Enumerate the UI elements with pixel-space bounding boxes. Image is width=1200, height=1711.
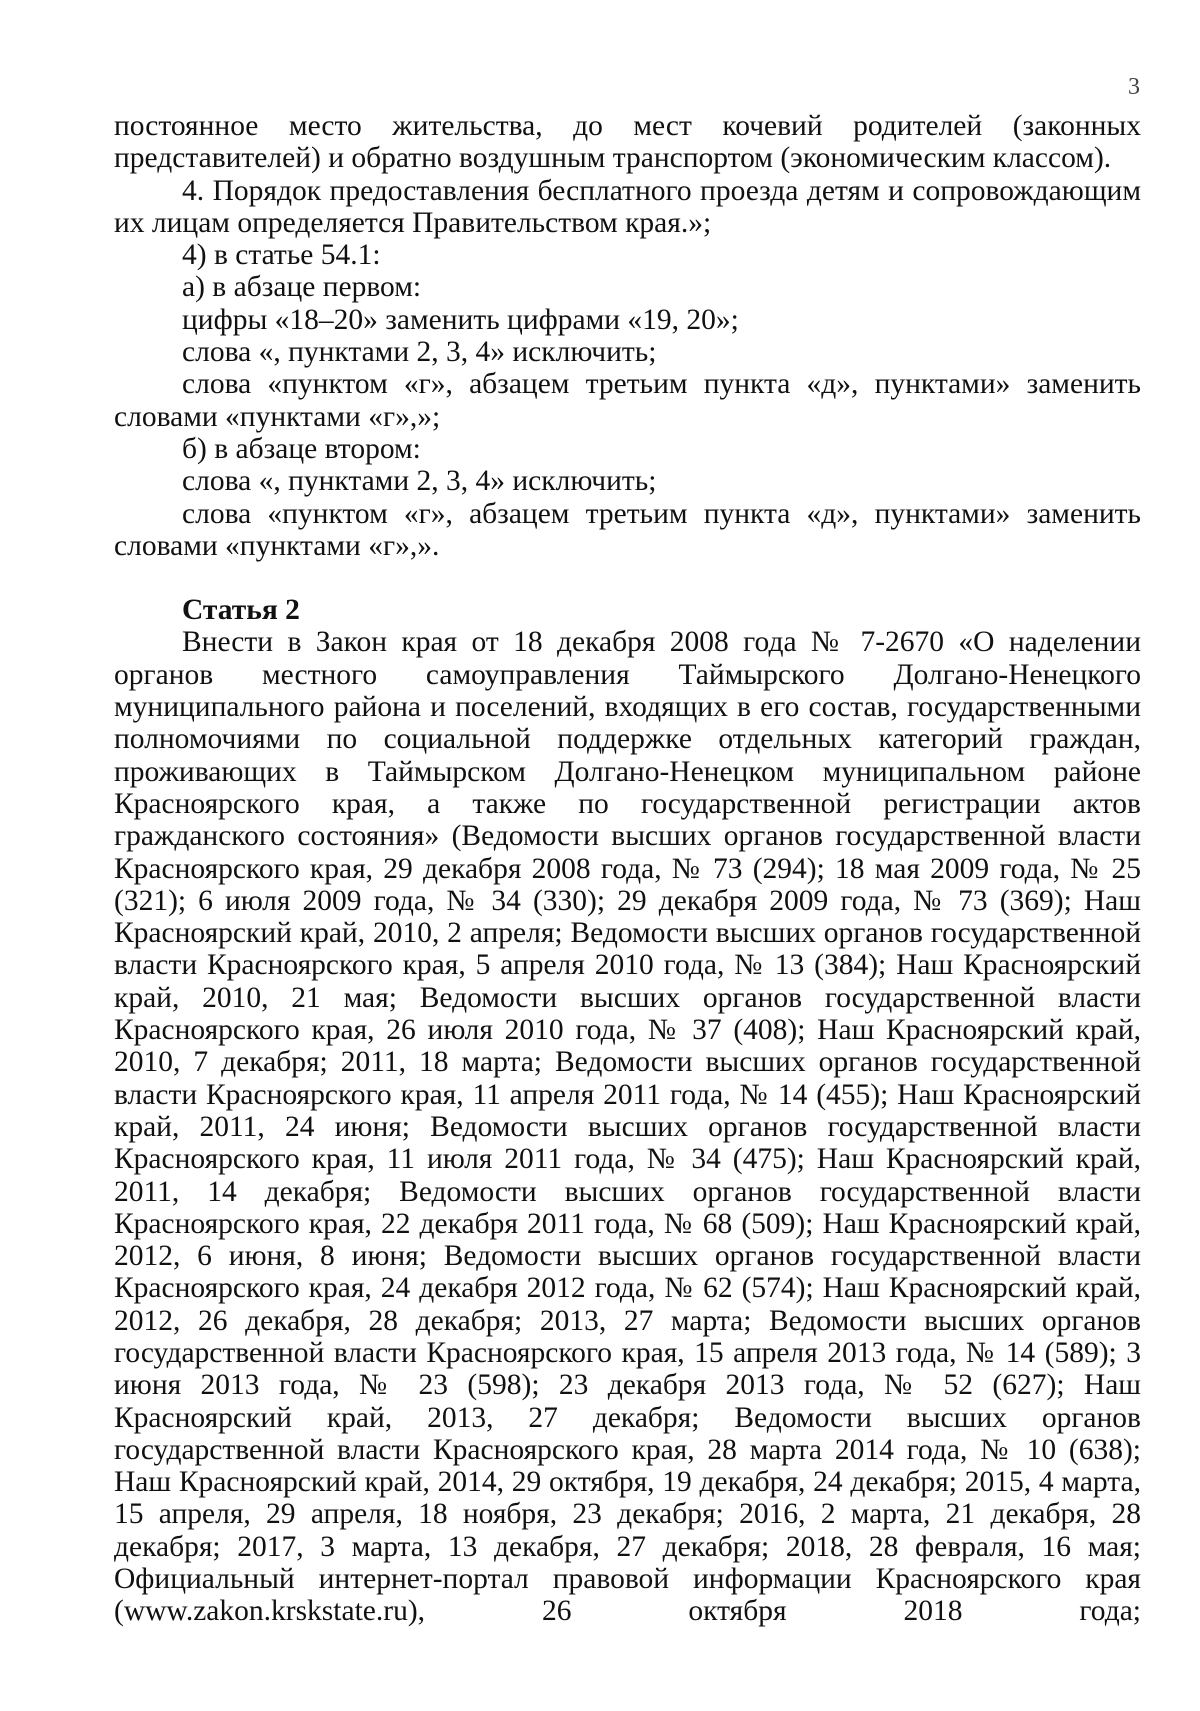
paragraph-exclude-words-1: слова «, пунктами 2, 3, 4» исключить; [182, 336, 657, 369]
document-body [114, 110, 1141, 1628]
paragraph-item-4: 4. Порядок предоставления бесплатного проезда детям и сопровождающим их лицам определяется Правительством края.»; [114, 174, 1141, 239]
paragraph-replace-words-1: слова «пунктом «г», абзацем третьим пункта «д», пунктами» заменить словами «пунктами «г»,»; [114, 368, 1141, 433]
paragraph-exclude-words-2: слова «, пунктами 2, 3, 4» исключить; [182, 465, 657, 498]
article-2-heading: Статья 2 [182, 594, 300, 627]
article-2-body: Внести в Закон края от 18 декабря 2008 года № 7-2670 «О наделении органов местного самоуправления Таймырского Долгано-Ненецкого муниципального района и поселений, входящих в его состав, государственными полномочиями по социальной поддержке отдельных категорий граждан, проживающих в Таймырском Долгано-Ненецком муниципальном районе Красноярского края, а также по государственной регистрации актов гражданского состояния» (Ведомости высших органов государственной власти Красноярского края, 29 декабря 2008 года, № 73 (294); 18 мая 2009 года, № 25 (321); 6 июля 2009 года, № 34 (330); 29 декабря 2009 года, № 73 (369); Наш Красноярский край, 2010, 2 апреля; Ведомости высших органов государственной власти Красноярского края, 5 апреля 2010 года, № 13 (384); Наш Красноярский край, 2010, 21 мая; Ведомости высших органов государственной власти Красноярского края, 26 июля 2010 года, № 37 (408); Наш Красноярский край, 2010, 7 декабря; 2011, 18 марта; Ведомости высших органов государственной власти Красноярского края, 11 апреля 2011 года, № 14 (455); Наш Красноярский край, 2011, 24 июня; Ведомости высших органов государственной власти Красноярского края, 11 июля 2011 года, № 34 (475); Наш Красноярский край, 2011, 14 декабря; Ведомости высших органов государственной власти Красноярского края, 22 декабря 2011 года, № 68 (509); Наш Красноярский край, 2012, 6 июня, 8 июня; Ведомости высших органов государственной власти Красноярского края, 24 декабря 2012 года, № 62 (574); Наш Красноярский край, 2012, 26 декабря, 28 декабря; 2013, 27 марта; Ведомости высших органов государственной власти Красноярского края, 15 апреля 2013 года, № 14 (589); 3 июня 2013 года, № 23 (598); 23 декабря 2013 года, № 52 (627); Наш Красноярский край, 2013, 27 декабря; Ведомости высших органов государственной власти Красноярского края, 28 марта 2014 года, № 10 (638); Наш Красноярский край, 2014, 29 октября, 19 декабря, 24 декабря; 2015, 4 марта, 15 апреля, 29 апреля, 18 ноября, 23 декабря; 2016, 2 марта, 21 декабря, 28 декабря; 2017, 3 марта, 13 декабря, 27 декабря; 2018, 28 февраля, 16 мая; Официальный интернет-портал правовой информации Красноярского края (www.zakon.krskstate.ru), 26 октября 2018 года; [114, 626, 1141, 1628]
paragraph-subitem-b: б) в абзаце втором: [182, 432, 421, 465]
paragraph-subitem-a: а) в абзаце первом: [182, 271, 422, 304]
paragraph-continuation: постоянное место жительства, до мест кочевий родителей (законных представителей) и обратно воздушным транспортом (экономическим классом). [114, 110, 1141, 175]
paragraph-article-54-1: 4) в статье 54.1: [182, 239, 381, 272]
page-number: 3 [1128, 74, 1140, 100]
paragraph-replace-digits: цифры «18–20» заменить цифрами «19, 20»; [182, 303, 739, 336]
paragraph-replace-words-2: слова «пунктом «г», абзацем третьим пункта «д», пунктами» заменить словами «пунктами «г»,». [114, 497, 1141, 562]
